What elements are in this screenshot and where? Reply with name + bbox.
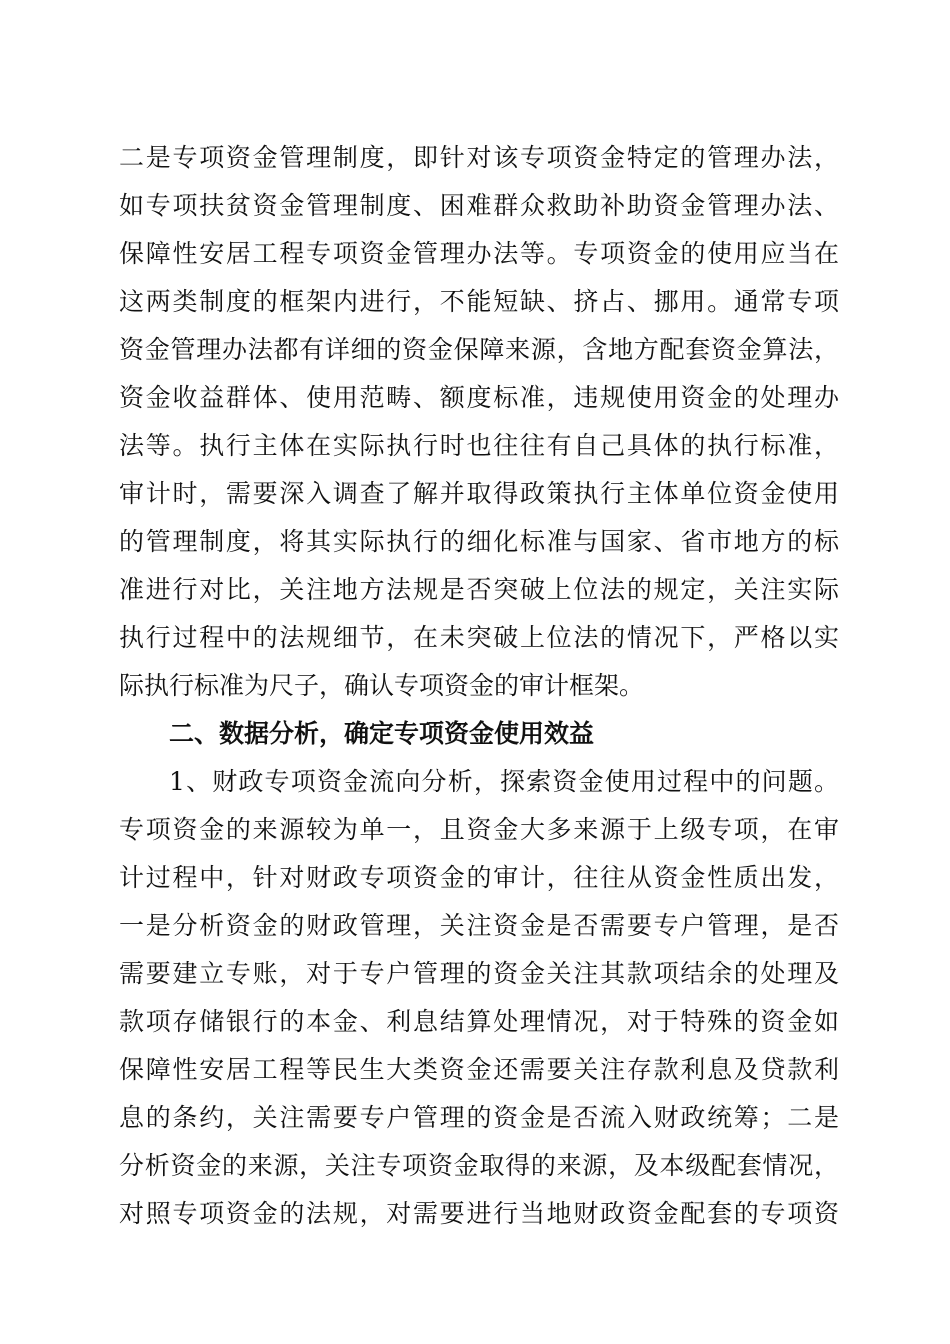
paragraph-line: 资金管理办法都有详细的资金保障来源，含地方配套资金算法， — [119, 335, 839, 364]
paragraph-line: 计过程中，针对财政专项资金的审计，往往从资金性质出发， — [119, 863, 839, 892]
paragraph-line: 1、财政专项资金流向分析，探索资金使用过程中的问题。 — [169, 767, 839, 796]
paragraph-line: 如专项扶贫资金管理制度、困难群众救助补助资金管理办法、 — [119, 191, 839, 220]
paragraph-line: 二是专项资金管理制度，即针对该专项资金特定的管理办法， — [119, 143, 839, 172]
paragraph-line: 保障性安居工程专项资金管理办法等。专项资金的使用应当在 — [119, 239, 839, 268]
paragraph-line: 的管理制度，将其实际执行的细化标准与国家、省市地方的标 — [119, 527, 839, 556]
paragraph-line: 专项资金的来源较为单一，且资金大多来源于上级专项，在审 — [119, 815, 839, 844]
paragraph-line: 际执行标准为尺子，确认专项资金的审计框架。 — [119, 671, 645, 700]
section-heading: 二、数据分析，确定专项资金使用效益 — [169, 719, 595, 748]
paragraph-line: 款项存储银行的本金、利息结算处理情况，对于特殊的资金如 — [119, 1007, 839, 1036]
paragraph-line: 对照专项资金的法规，对需要进行当地财政资金配套的专项资 — [119, 1199, 839, 1228]
paragraph-line: 保障性安居工程等民生大类资金还需要关注存款利息及贷款利 — [119, 1055, 839, 1084]
paragraph-line: 准进行对比，关注地方法规是否突破上位法的规定，关注实际 — [119, 575, 839, 604]
paragraph-line: 资金收益群体、使用范畴、额度标准，违规使用资金的处理办 — [119, 383, 839, 412]
paragraph-line: 分析资金的来源，关注专项资金取得的来源，及本级配套情况， — [119, 1151, 839, 1180]
paragraph-line: 审计时，需要深入调查了解并取得政策执行主体单位资金使用 — [119, 479, 839, 508]
paragraph-line: 这两类制度的框架内进行，不能短缺、挤占、挪用。通常专项 — [119, 287, 839, 316]
paragraph-line: 一是分析资金的财政管理，关注资金是否需要专户管理，是否 — [119, 911, 839, 940]
paragraph-line: 法等。执行主体在实际执行时也往往有自己具体的执行标准， — [119, 431, 839, 460]
paragraph-line: 执行过程中的法规细节，在未突破上位法的情况下，严格以实 — [119, 623, 839, 652]
paragraph-line: 需要建立专账，对于专户管理的资金关注其款项结余的处理及 — [119, 959, 839, 988]
paragraph-line: 息的条约，关注需要专户管理的资金是否流入财政统筹；二是 — [119, 1103, 839, 1132]
